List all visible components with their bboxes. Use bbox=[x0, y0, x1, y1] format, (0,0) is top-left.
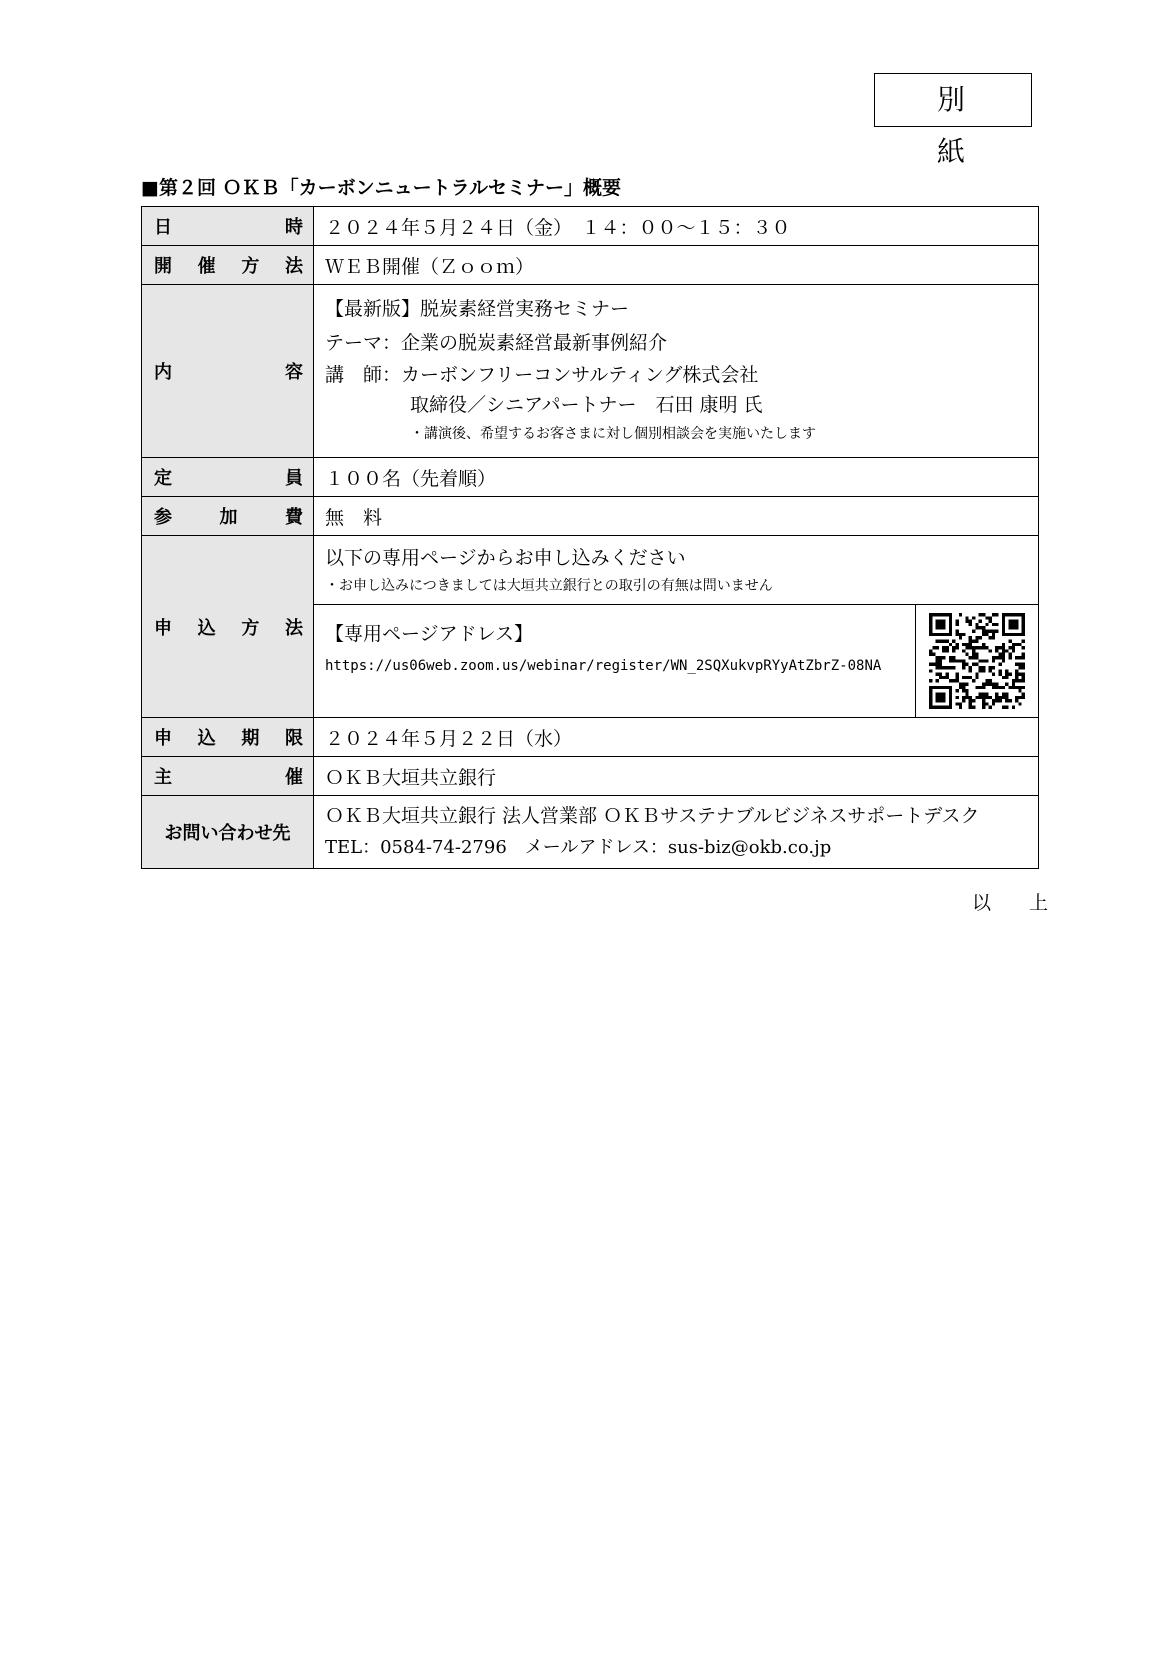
content-lecturer-company: 講 師：カーボンフリーコンサルティング株式会社 bbox=[325, 364, 759, 386]
label-fee: 参 加 費 bbox=[154, 507, 303, 528]
label-deadline: 申 込 期 限 bbox=[154, 728, 303, 749]
row-fee bbox=[142, 497, 1039, 536]
label-host: 主 催 bbox=[154, 767, 303, 788]
apply-instruction: 以下の専用ページからお申し込みください bbox=[325, 547, 686, 569]
value-datetime: ２０２４年５月２４日（金） １４：００～１５：３０ bbox=[314, 207, 1039, 246]
seminar-overview-table bbox=[141, 206, 1039, 869]
label-content: 内 容 bbox=[154, 362, 303, 383]
annex-label: 別 紙 bbox=[874, 73, 1032, 127]
row-content bbox=[142, 285, 1039, 458]
contact-phone-email: TEL：0584-74-2796 メールアドレス：sus-biz@okb.co.jp bbox=[325, 837, 832, 858]
document-title: ■第２回 ＯＫＢ「カーボンニュートラルセミナー」概要 bbox=[141, 177, 621, 199]
closing-mark: 以 上 bbox=[972, 892, 1065, 914]
value-method: ＷＥＢ開催（Ｚｏｏｍ） bbox=[314, 246, 1039, 285]
label-method: 開 催 方 法 bbox=[154, 256, 303, 277]
qr-code-icon[interactable] bbox=[929, 613, 1025, 709]
row-apply bbox=[142, 536, 1039, 718]
row-contact bbox=[142, 796, 1039, 869]
value-fee: 無 料 bbox=[314, 497, 1039, 536]
row-datetime bbox=[142, 207, 1039, 246]
value-contact bbox=[314, 796, 1039, 869]
content-lecturer-name: 取締役／シニアパートナー 石田 康明 氏 bbox=[410, 394, 763, 416]
label-datetime: 日 時 bbox=[154, 217, 303, 238]
label-contact: お問い合わせ先 bbox=[164, 823, 291, 844]
row-method bbox=[142, 246, 1039, 285]
qr-code-cell bbox=[915, 605, 1038, 717]
apply-note: ・お申し込みにつきましては大垣共立銀行との取引の有無は問いません bbox=[325, 578, 773, 594]
registration-url-link[interactable]: https://us06web.zoom.us/webinar/register/WN_2SQXukvpRYyAtZbrZ-08NA bbox=[325, 658, 882, 674]
row-host bbox=[142, 757, 1039, 796]
content-theme: テーマ：企業の脱炭素経営最新事例紹介 bbox=[325, 332, 668, 354]
row-deadline bbox=[142, 718, 1039, 757]
row-capacity bbox=[142, 458, 1039, 497]
address-heading: 【専用ページアドレス】 bbox=[325, 623, 534, 645]
label-capacity: 定 員 bbox=[154, 468, 303, 489]
value-deadline: ２０２４年５月２２日（水） bbox=[314, 718, 1039, 757]
content-note: ・講演後、希望するお客さまに対し個別相談会を実施いたします bbox=[410, 426, 816, 442]
value-capacity: １００名（先着順） bbox=[314, 458, 1039, 497]
value-content bbox=[314, 285, 1039, 458]
value-apply bbox=[314, 536, 1039, 718]
contact-department: ＯＫＢ大垣共立銀行 法人営業部 ＯＫＢサステナブルビジネスサポートデスク bbox=[325, 805, 980, 827]
content-heading: 【最新版】脱炭素経営実務セミナー bbox=[325, 298, 630, 320]
label-apply: 申 込 方 法 bbox=[154, 617, 303, 639]
value-host: ＯＫＢ大垣共立銀行 bbox=[314, 757, 1039, 796]
